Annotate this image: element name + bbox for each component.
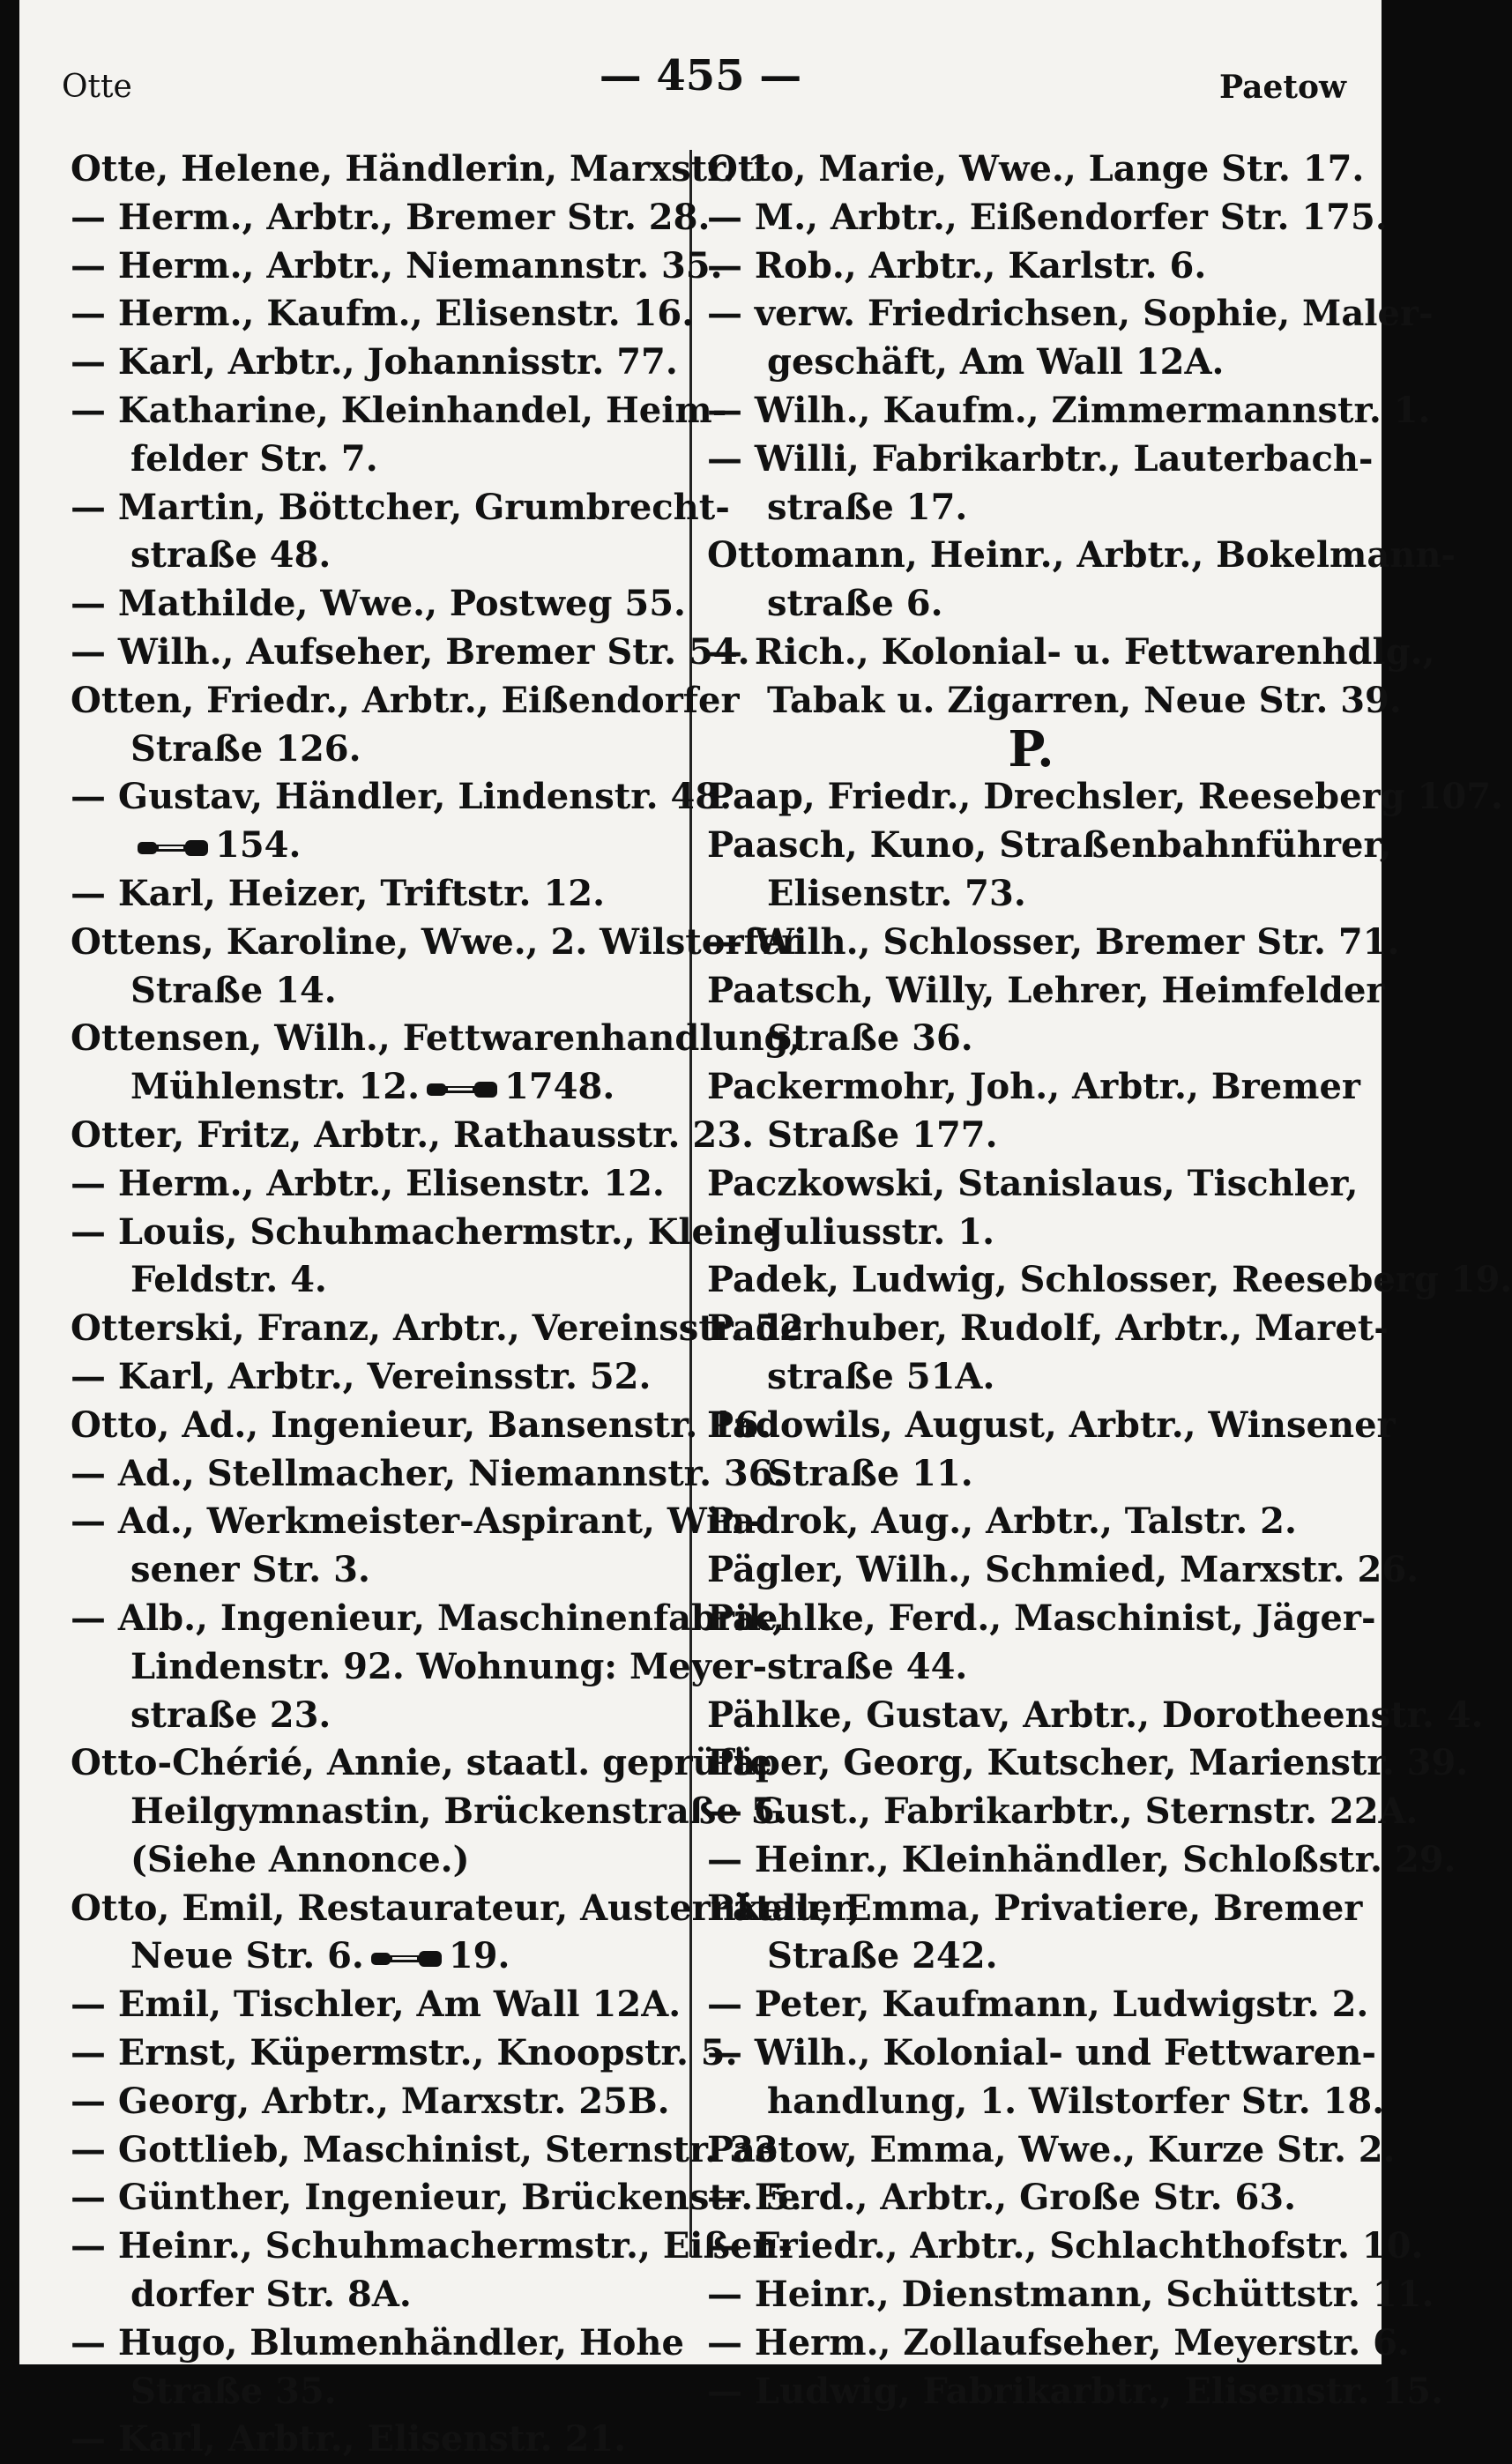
entry-text: — Herm., Arbtr., Niemannstr. 35. bbox=[71, 244, 723, 287]
directory-line bbox=[707, 2078, 1385, 2126]
entry-text: Päper, Georg, Kutscher, Marienstr. 39. bbox=[707, 1742, 1469, 1784]
entry-text: — Wilh., Kolonial- und Fettwaren- bbox=[707, 2032, 1376, 2074]
entry-text: — Georg, Arbtr., Marxstr. 25B. bbox=[71, 2080, 670, 2122]
directory-line bbox=[707, 484, 1355, 532]
entry-text: Heilgymnastin, Brückenstraße 5. bbox=[130, 1790, 788, 1833]
directory-line bbox=[707, 2222, 1424, 2271]
entry-text: — Willi, Fabrikarbtr., Lauterbach- bbox=[707, 437, 1374, 480]
directory-line bbox=[71, 1836, 705, 1885]
entry-text: — Wilh., Kaufm., Zimmermannstr. 1. bbox=[707, 389, 1431, 431]
directory-line bbox=[71, 1256, 705, 1305]
entry-text: Paczkowski, Stanislaus, Tischler, bbox=[707, 1162, 1359, 1204]
entry-text: Padowils, August, Arbtr., Winsener bbox=[707, 1403, 1396, 1446]
entry-text: — verw. Friedrichsen, Sophie, Maler- bbox=[707, 293, 1434, 335]
directory-line bbox=[71, 1932, 705, 1981]
directory-line bbox=[707, 1546, 1419, 1595]
entry-text: Mühlenstr. 12. bbox=[130, 1066, 421, 1108]
directory-line bbox=[71, 484, 730, 532]
directory-line bbox=[707, 1643, 1355, 1692]
directory-line bbox=[707, 677, 1402, 726]
directory-line bbox=[71, 194, 711, 242]
entry-text: — Karl, Arbtr., Vereinsstr. 52. bbox=[71, 1355, 652, 1397]
entry-text: straße 44. bbox=[767, 1645, 968, 1687]
entry-text: geschäft, Am Wall 12A. bbox=[767, 341, 1225, 383]
directory-line bbox=[71, 1402, 771, 1450]
entry-text: — Herm., Arbtr., Bremer Str. 28. bbox=[71, 196, 711, 238]
entry-text: handlung, 1. Wilstorfer Str. 18. bbox=[767, 2080, 1385, 2122]
header-left-catchword: Otte bbox=[62, 69, 132, 105]
directory-line bbox=[71, 290, 705, 339]
entry-text: Paap, Friedr., Drechsler, Reeseberg 107. bbox=[707, 776, 1503, 818]
entry-text: — M., Arbtr., Eißendorfer Str. 175. bbox=[707, 196, 1388, 238]
directory-line bbox=[707, 387, 1431, 435]
entry-text: straße 6. bbox=[767, 583, 943, 625]
directory-line bbox=[707, 1450, 1355, 1499]
phone-number: 19. bbox=[448, 1935, 510, 1977]
page-number: — 455 — bbox=[599, 51, 802, 100]
directory-line bbox=[71, 773, 733, 822]
directory-line bbox=[71, 2029, 738, 2078]
directory-line bbox=[71, 2271, 705, 2319]
entry-text: Packermohr, Joh., Arbtr., Bremer bbox=[707, 1066, 1360, 1108]
entry-text: — Peter, Kaufmann, Ludwigstr. 2. bbox=[707, 1984, 1369, 2026]
directory-line bbox=[71, 339, 705, 387]
section-letter bbox=[707, 719, 1355, 778]
directory-line bbox=[71, 1788, 788, 1836]
directory-line bbox=[71, 1015, 801, 1063]
entry-text: — Ernst, Küpermstr., Knoopstr. 5. bbox=[71, 2032, 738, 2074]
directory-line bbox=[71, 1450, 786, 1499]
directory-line bbox=[707, 290, 1434, 339]
entry-text: Paasch, Kuno, Straßenbahnführer, bbox=[707, 824, 1392, 867]
entry-text: Paehlke, Ferd., Maschinist, Jäger- bbox=[707, 1597, 1376, 1639]
entry-text: — Ad., Werkmeister-Aspirant, Win- bbox=[71, 1500, 760, 1543]
directory-line bbox=[707, 1063, 1360, 1112]
telephone-icon bbox=[425, 1076, 499, 1103]
directory-line bbox=[707, 2319, 1410, 2368]
entry-text: Paderhuber, Rudolf, Arbtr., Maret- bbox=[707, 1307, 1389, 1350]
directory-line bbox=[71, 677, 740, 726]
entry-text: Otten, Friedr., Arbtr., Eißendorfer bbox=[71, 679, 740, 721]
phone-number: 154. bbox=[215, 824, 302, 867]
directory-line bbox=[71, 1160, 705, 1209]
directory-line bbox=[71, 387, 727, 435]
directory-line bbox=[707, 1353, 1355, 1402]
entry-text: Otto, Emil, Restaurateur, Austernkeller, bbox=[71, 1887, 860, 1929]
directory-line bbox=[707, 1885, 1363, 1933]
entry-text: straße 48. bbox=[130, 534, 331, 577]
entry-text: Elisenstr. 73. bbox=[767, 872, 1026, 914]
directory-line bbox=[71, 1546, 705, 1595]
directory-line bbox=[71, 2174, 802, 2222]
entry-text: — Heinr., Schuhmachermstr., Eißen- bbox=[71, 2225, 793, 2267]
entry-text: Pägler, Wilh., Schmied, Marxstr. 26. bbox=[707, 1549, 1419, 1591]
directory-line bbox=[71, 580, 705, 629]
entry-text: straße 23. bbox=[130, 1694, 331, 1736]
entry-text: — Gottlieb, Maschinist, Sternstr. 33. bbox=[71, 2128, 791, 2170]
entry-text: — Karl, Arbtr., Johannisstr. 77. bbox=[71, 341, 678, 383]
directory-line bbox=[707, 1692, 1484, 1740]
entry-text: Otte, Helene, Händlerin, Marxstr. 1. bbox=[71, 148, 785, 190]
entry-text: Ottensen, Wilh., Fettwarenhandlung, bbox=[71, 1017, 801, 1060]
entry-text: dorfer Str. 8A. bbox=[130, 2274, 412, 2316]
directory-line bbox=[71, 145, 785, 194]
entry-text: — Herm., Arbtr., Elisenstr. 12. bbox=[71, 1162, 665, 1204]
entry-text: — Gust., Fabrikarbtr., Sternstr. 22A. bbox=[707, 1790, 1419, 1833]
directory-line bbox=[707, 145, 1365, 194]
directory-line bbox=[707, 194, 1388, 242]
directory-line bbox=[71, 1209, 776, 1257]
entry-text: — Ludwig, Fabrikarbtr., Elisenstr. 15. bbox=[707, 2370, 1444, 2412]
directory-line bbox=[707, 967, 1385, 1016]
entry-text: Otto, Ad., Ingenieur, Bansenstr. 16. bbox=[71, 1403, 771, 1446]
entry-text: straße 17. bbox=[767, 486, 968, 528]
directory-line bbox=[707, 2174, 1355, 2222]
entry-text: Otter, Fritz, Arbtr., Rathausstr. 23. bbox=[71, 1113, 754, 1156]
directory-line bbox=[707, 1305, 1389, 1353]
directory-line bbox=[71, 2319, 705, 2368]
directory-line bbox=[707, 1739, 1469, 1788]
directory-line bbox=[71, 1739, 772, 1788]
directory-line bbox=[707, 580, 1355, 629]
directory-line bbox=[71, 242, 723, 291]
directory-line bbox=[71, 1692, 705, 1740]
entry-text: Pählke, Gustav, Arbtr., Dorotheenstr. 4. bbox=[707, 1694, 1484, 1736]
entry-text: Straße 177. bbox=[767, 1113, 998, 1156]
directory-line bbox=[707, 2271, 1434, 2319]
entry-text: Otto, Marie, Wwe., Lange Str. 17. bbox=[707, 148, 1365, 190]
entry-text: — Herm., Zollaufseher, Meyerstr. 6. bbox=[707, 2321, 1410, 2364]
phone-number: 1748. bbox=[504, 1066, 615, 1108]
directory-line bbox=[71, 726, 705, 774]
directory-line bbox=[707, 242, 1355, 291]
telephone-icon bbox=[369, 1946, 443, 1972]
entry-text: Pätau, Emma, Privatiere, Bremer bbox=[707, 1887, 1363, 1929]
directory-line bbox=[71, 2078, 705, 2126]
entry-text: Straße 11. bbox=[767, 1452, 973, 1494]
entry-text: Paatsch, Willy, Lehrer, Heimfelder bbox=[707, 969, 1385, 1011]
entry-text: Paetow, Emma, Wwe., Kurze Str. 2. bbox=[707, 2128, 1396, 2170]
directory-line bbox=[71, 1885, 860, 1933]
directory-line bbox=[71, 1643, 768, 1692]
entry-text: — Gustav, Händler, Lindenstr. 48. bbox=[71, 776, 733, 818]
directory-line bbox=[71, 532, 705, 580]
directory-line bbox=[707, 2368, 1444, 2416]
directory-line bbox=[71, 822, 705, 870]
entry-text: — Rich., Kolonial- u. Fettwarenhdlg., bbox=[707, 630, 1435, 673]
directory-line bbox=[707, 1209, 1355, 1257]
directory-line bbox=[707, 1836, 1456, 1885]
entry-text: — Emil, Tischler, Am Wall 12A. bbox=[71, 1984, 682, 2026]
entry-text: Padrok, Aug., Arbtr., Talstr. 2. bbox=[707, 1500, 1297, 1543]
directory-line bbox=[71, 2126, 791, 2175]
directory-line bbox=[707, 2029, 1376, 2078]
entry-text: — Katharine, Kleinhandel, Heim- bbox=[71, 389, 727, 431]
header-right-catchword: Paetow bbox=[1219, 69, 1346, 106]
directory-line bbox=[707, 1788, 1419, 1836]
entry-text: Lindenstr. 92. Wohnung: Meyer- bbox=[130, 1645, 768, 1687]
entry-text: — Alb., Ingenieur, Maschinenfabrik, bbox=[71, 1597, 785, 1639]
directory-line bbox=[707, 822, 1392, 870]
directory-line bbox=[707, 435, 1374, 484]
directory-line bbox=[707, 919, 1400, 967]
entry-text: P. bbox=[1008, 719, 1054, 778]
directory-line bbox=[707, 339, 1355, 387]
entry-text: Ottens, Karoline, Wwe., 2. Wilstorfer bbox=[71, 920, 801, 963]
directory-line bbox=[707, 1160, 1359, 1209]
entry-text: — Wilh., Aufseher, Bremer Str. 54. bbox=[71, 630, 750, 673]
entry-text: Straße 14. bbox=[130, 969, 337, 1011]
directory-line bbox=[71, 1595, 785, 1643]
entry-text: — Wilh., Schlosser, Bremer Str. 71. bbox=[707, 920, 1400, 963]
directory-line bbox=[707, 1402, 1396, 1450]
entry-text: — Rob., Arbtr., Karlstr. 6. bbox=[707, 244, 1207, 287]
running-head bbox=[19, 51, 1382, 113]
entry-text: Otterski, Franz, Arbtr., Vereinsstr. 52. bbox=[71, 1307, 816, 1350]
entry-text: — Günther, Ingenieur, Brückenstr. 5. bbox=[71, 2177, 802, 2219]
entry-text: — Karl, Arbtr., Elisenstr. 21. bbox=[71, 2418, 627, 2460]
directory-line bbox=[707, 2126, 1396, 2175]
directory-line bbox=[707, 1981, 1369, 2029]
entry-text: Straße 35. bbox=[130, 2370, 337, 2412]
directory-line bbox=[707, 1498, 1355, 1546]
entry-text: — Martin, Böttcher, Grumbrecht- bbox=[71, 486, 730, 528]
directory-page bbox=[19, 0, 1512, 2460]
directory-line bbox=[71, 2368, 705, 2416]
telephone-icon bbox=[136, 835, 210, 861]
entry-text: — Herm., Kaufm., Elisenstr. 16. bbox=[71, 293, 695, 335]
entry-text: — Ferd., Arbtr., Große Str. 63. bbox=[707, 2177, 1297, 2219]
directory-line bbox=[707, 532, 1456, 580]
directory-line bbox=[71, 967, 705, 1016]
directory-line bbox=[71, 1981, 705, 2029]
entry-text: — Hugo, Blumenhändler, Hohe bbox=[71, 2321, 684, 2364]
directory-line bbox=[71, 1305, 816, 1353]
entry-text: — Mathilde, Wwe., Postweg 55. bbox=[71, 583, 686, 625]
directory-line bbox=[71, 1498, 760, 1546]
entry-text: — Friedr., Arbtr., Schlachthofstr. 10. bbox=[707, 2225, 1424, 2267]
entry-text: Straße 126. bbox=[130, 727, 361, 770]
directory-line bbox=[71, 1112, 754, 1160]
entry-text: straße 51A. bbox=[767, 1355, 995, 1397]
entry-text: Padek, Ludwig, Schlosser, Reeseberg 19. bbox=[707, 1259, 1512, 1301]
entry-text: (Siehe Annonce.) bbox=[130, 1838, 470, 1880]
entry-text: sener Str. 3. bbox=[130, 1549, 370, 1591]
right-column bbox=[707, 145, 1512, 2416]
entry-text: Straße 36. bbox=[767, 1017, 973, 1060]
directory-line bbox=[71, 629, 750, 677]
entry-text: Feldstr. 4. bbox=[130, 1259, 327, 1301]
entry-text: — Louis, Schuhmachermstr., Kleine bbox=[71, 1210, 776, 1253]
directory-line bbox=[71, 870, 705, 919]
entry-text: — Heinr., Dienstmann, Schüttstr. 11. bbox=[707, 2274, 1434, 2316]
entry-text: Otto-Chérié, Annie, staatl. geprüfte bbox=[71, 1742, 772, 1784]
entry-text: — Karl, Heizer, Triftstr. 12. bbox=[71, 872, 605, 914]
entry-text: felder Str. 7. bbox=[130, 437, 378, 480]
directory-line bbox=[71, 1063, 705, 1112]
directory-line bbox=[707, 1595, 1376, 1643]
entry-text: Juliusstr. 1. bbox=[767, 1210, 995, 1253]
directory-line bbox=[707, 1112, 1355, 1160]
directory-line bbox=[707, 870, 1355, 919]
directory-line bbox=[71, 919, 801, 967]
directory-line bbox=[71, 435, 705, 484]
entry-text: — Heinr., Kleinhändler, Schloßstr. 29. bbox=[707, 1838, 1456, 1880]
entry-text: Tabak u. Zigarren, Neue Str. 39. bbox=[767, 679, 1402, 721]
entry-text: — Ad., Stellmacher, Niemannstr. 36. bbox=[71, 1452, 786, 1494]
directory-line bbox=[71, 2416, 705, 2464]
directory-line bbox=[707, 773, 1503, 822]
directory-line bbox=[707, 1256, 1512, 1305]
entry-text: Straße 242. bbox=[767, 1935, 998, 1977]
directory-line bbox=[707, 1015, 1355, 1063]
directory-line bbox=[71, 1353, 705, 1402]
entry-text: Ottomann, Heinr., Arbtr., Bokelmann- bbox=[707, 534, 1456, 577]
directory-line bbox=[707, 1932, 1355, 1981]
directory-line bbox=[71, 2222, 793, 2271]
directory-line bbox=[707, 629, 1435, 677]
entry-text: Neue Str. 6. bbox=[130, 1935, 364, 1977]
